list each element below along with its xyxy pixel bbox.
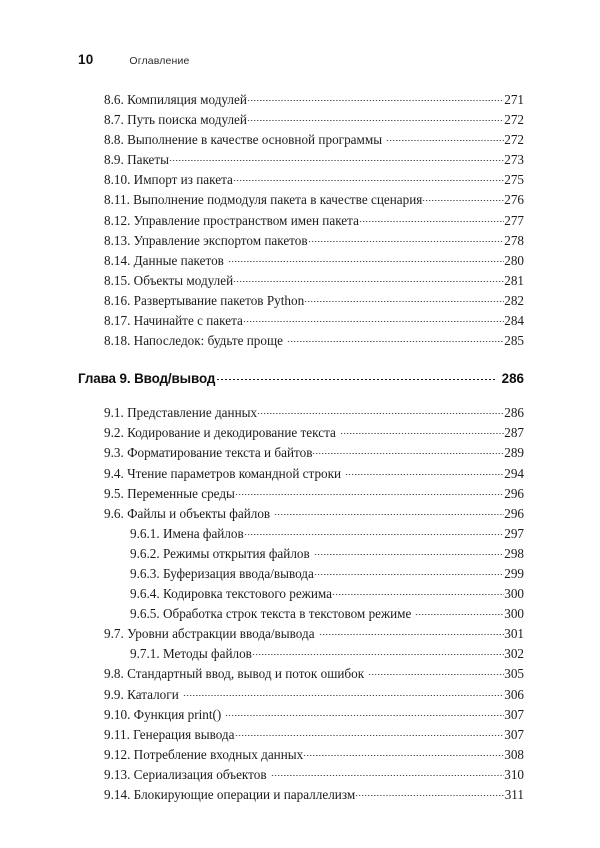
toc-entry-label: 9.14. Блокирующие операции и параллелизм: [104, 787, 356, 802]
toc-entry[interactable]: [78, 273, 524, 293]
toc-entry[interactable]: [78, 132, 524, 152]
toc-entry-page-number: 307: [504, 706, 524, 722]
toc-entry-page-number: 297: [504, 525, 524, 541]
toc-entry[interactable]: [78, 445, 524, 465]
toc-entry-label: 9.3. Форматирование текста и байтов: [104, 445, 313, 461]
toc-entry-page-number: 276: [504, 192, 524, 208]
toc-entry-page-number: 300: [504, 586, 524, 602]
toc-entry[interactable]: [78, 293, 524, 313]
toc-entry-label: 8.16. Развертывание пакетов Python: [104, 292, 305, 308]
toc-entry-page-number: 311: [504, 787, 524, 802]
toc-entry-page-number: 301: [504, 626, 524, 642]
toc-entry-page-number: 287: [504, 425, 524, 441]
chapter-spacer: [0, 353, 600, 371]
toc-leader-dots: [415, 614, 504, 615]
toc-leader-dots: [368, 674, 504, 675]
toc-entry-page-number: 296: [504, 505, 524, 521]
toc-entry-label: Глава 9. Ввод/вывод: [78, 371, 216, 387]
toc-entry[interactable]: [78, 253, 524, 273]
toc-leader-dots: [247, 100, 504, 101]
toc-entry-label: 8.7. Путь поиска модулей: [104, 112, 247, 128]
toc-entry[interactable]: [78, 213, 524, 233]
toc-entry-page-number: 273: [504, 152, 524, 168]
toc-entry-page-number: 286: [504, 405, 524, 421]
toc-entry-page-number: 285: [504, 333, 524, 349]
toc-leader-dots: [359, 221, 504, 222]
toc-leader-dots: [340, 433, 504, 434]
toc-leader-dots: [332, 594, 504, 595]
toc-entry-page-number: 278: [504, 232, 524, 248]
toc-entry-page-number: 306: [504, 686, 524, 702]
toc-entry[interactable]: [78, 405, 524, 425]
toc-leader-dots: [271, 775, 505, 776]
toc-entry-label: 9.1. Представление данных: [104, 405, 258, 421]
toc-entry-label: 9.7. Уровни абстракции ввода/вывода: [104, 626, 315, 642]
toc-leader-dots: [345, 474, 504, 475]
toc-entry-page-number: 299: [504, 565, 524, 581]
toc-entry[interactable]: [78, 546, 524, 566]
toc-entry-label: 9.12. Потребление входных данных: [104, 746, 304, 762]
toc-leader-dots: [228, 261, 504, 262]
toc-entry-label: 8.15. Объекты модулей: [104, 272, 234, 288]
toc-leader-dots: [252, 654, 504, 655]
toc-entry-label: 9.9. Каталоги: [104, 686, 179, 702]
toc-entry-page-number: 284: [504, 313, 524, 329]
toc-entry-label: 9.6.2. Режимы открытия файлов: [130, 545, 310, 561]
toc-entry-label: 9.10. Функция print(): [104, 706, 222, 722]
toc-entry-label: 9.7.1. Методы файлов: [130, 646, 252, 662]
toc-entry-label: 9.6. Файлы и объекты файлов: [104, 505, 271, 521]
toc-entry-label: 8.14. Данные пакетов: [104, 252, 224, 268]
toc-entry[interactable]: [78, 727, 524, 747]
toc-leader-dots: [314, 574, 504, 575]
toc-entry-page-number: 307: [504, 726, 524, 742]
toc-entry-label: 8.9. Пакеты: [104, 152, 170, 168]
toc-entry[interactable]: [78, 767, 524, 787]
toc-entry-label: 9.6.4. Кодировка текстового режима: [130, 586, 333, 602]
toc-entry[interactable]: [78, 313, 524, 333]
toc-entry-label: 8.6. Компиляция модулей: [104, 92, 247, 107]
toc-entry[interactable]: [78, 747, 524, 767]
toc-entry[interactable]: [78, 707, 524, 727]
toc-leader-dots: [225, 715, 504, 716]
toc-entry-label: 9.13. Сериализация объектов: [104, 766, 267, 782]
page-folio-number: 10: [78, 52, 94, 67]
toc-entry-page-number: 305: [504, 666, 524, 682]
toc-entry-page-number: 310: [504, 766, 524, 782]
toc-entry[interactable]: [78, 92, 524, 112]
toc-entry-page-number: 286: [501, 371, 524, 387]
toc-leader-dots: [308, 241, 505, 242]
table-of-contents: [0, 92, 600, 807]
toc-entry-label: 8.12. Управление пространством имен пакета: [104, 212, 359, 228]
toc-entry-label: 9.2. Кодирование и декодирование текста: [104, 425, 336, 441]
toc-leader-dots: [319, 634, 505, 635]
toc-entry[interactable]: [78, 506, 524, 526]
toc-entry[interactable]: [78, 586, 524, 606]
toc-entry[interactable]: [78, 626, 524, 646]
toc-entry-page-number: 272: [504, 132, 524, 148]
toc-entry[interactable]: [78, 486, 524, 506]
toc-entry-page-number: 298: [504, 545, 524, 561]
running-head: [78, 52, 524, 70]
toc-entry-page-number: 289: [504, 445, 524, 461]
toc-leader-dots: [257, 413, 504, 414]
toc-entry[interactable]: [78, 466, 524, 486]
toc-entry[interactable]: [78, 787, 524, 807]
toc-entry-label: 9.6.5. Обработка строк текста в текстовом режиме: [130, 606, 412, 622]
toc-entry-label: 8.17. Начинайте с пакета: [104, 313, 243, 329]
toc-leader-dots: [303, 755, 504, 756]
toc-entry-label: 9.11. Генерация вывода: [104, 726, 235, 742]
toc-entry[interactable]: [78, 233, 524, 253]
toc-leader-dots: [312, 453, 504, 454]
toc-entry[interactable]: [78, 646, 524, 666]
toc-entry-label: 9.6.3. Буферизация ввода/вывода: [130, 565, 314, 581]
toc-leader-dots: [235, 494, 504, 495]
toc-entry-page-number: 280: [504, 252, 524, 268]
toc-entry-page-number: 282: [504, 292, 524, 308]
toc-leader-dots: [183, 695, 504, 696]
toc-entry-page-number: 300: [504, 606, 524, 622]
toc-entry[interactable]: [78, 333, 524, 353]
toc-entry[interactable]: [78, 666, 524, 686]
toc-entry[interactable]: [78, 566, 524, 586]
toc-entry[interactable]: [78, 172, 524, 192]
toc-entry-page-number: 296: [504, 485, 524, 501]
toc-entry[interactable]: [78, 192, 524, 212]
toc-entry-label: 8.18. Напоследок: будьте проще: [104, 333, 283, 349]
toc-chapter-entry[interactable]: [78, 371, 524, 405]
toc-leader-dots: [274, 514, 504, 515]
toc-entry[interactable]: [78, 112, 524, 132]
toc-leader-dots: [386, 140, 504, 141]
running-head-title: Оглавление: [129, 55, 190, 67]
toc-leader-dots: [233, 281, 504, 282]
toc-leader-dots: [244, 534, 504, 535]
toc-entry-page-number: 271: [504, 92, 524, 107]
toc-leader-dots: [314, 554, 504, 555]
toc-entry-label: 9.5. Переменные среды: [104, 485, 235, 501]
toc-entry-label: 9.8. Стандартный ввод, вывод и поток ошибок: [104, 666, 365, 682]
toc-entry-label: 8.11. Выполнение подмодуля пакета в качестве сценария: [104, 192, 423, 208]
toc-entry-label: 9.6.1. Имена файлов: [130, 525, 244, 541]
toc-leader-dots: [355, 795, 504, 796]
toc-entry[interactable]: [78, 687, 524, 707]
toc-leader-dots: [247, 120, 504, 121]
toc-entry-page-number: 275: [504, 172, 524, 188]
toc-entry[interactable]: [78, 425, 524, 445]
toc-entry-page-number: 302: [504, 646, 524, 662]
toc-entry-label: 8.8. Выполнение в качестве основной программы: [104, 132, 383, 148]
toc-leader-dots: [235, 735, 505, 736]
toc-entry-label: 9.4. Чтение параметров командной строки: [104, 465, 342, 481]
toc-leader-dots: [169, 160, 504, 161]
toc-entry[interactable]: [78, 152, 524, 172]
toc-leader-dots: [304, 301, 504, 302]
toc-leader-dots: [243, 321, 504, 322]
toc-leader-dots: [287, 341, 504, 342]
toc-entry-page-number: 277: [504, 212, 524, 228]
toc-entry-page-number: 294: [504, 465, 524, 481]
toc-entry[interactable]: [78, 606, 524, 626]
toc-leader-dots: [422, 200, 504, 201]
toc-entry-label: 8.10. Импорт из пакета: [104, 172, 233, 188]
toc-leader-dots: [233, 180, 504, 181]
toc-entry-page-number: 281: [504, 272, 524, 288]
toc-entry[interactable]: [78, 526, 524, 546]
toc-entry-page-number: 308: [504, 746, 524, 762]
toc-leader-dots: [216, 379, 496, 380]
toc-entry-label: 8.13. Управление экспортом пакетов: [104, 232, 308, 248]
toc-entry-page-number: 272: [504, 112, 524, 128]
